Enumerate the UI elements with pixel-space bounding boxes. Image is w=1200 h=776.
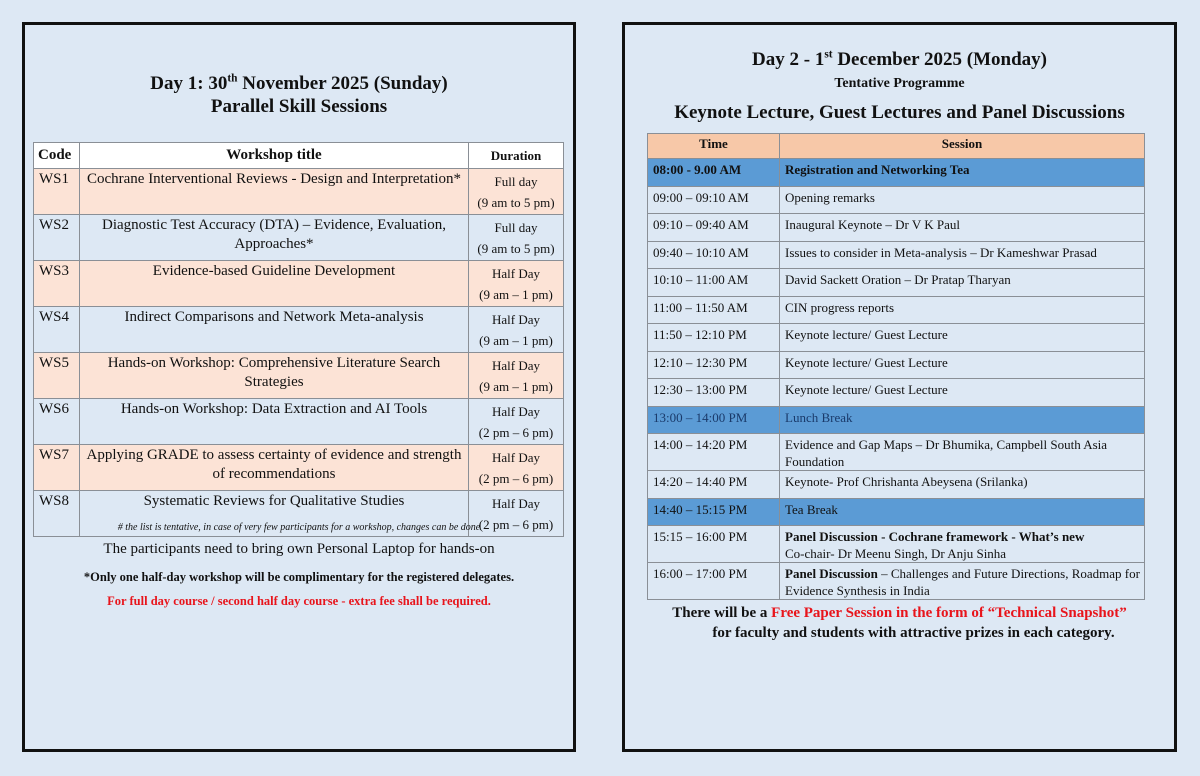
session-title: Opening remarks: [785, 189, 875, 205]
session-time: 12:30 – 13:00 PM: [648, 379, 780, 407]
workshop-duration-time: (9 am to 5 pm): [477, 195, 555, 210]
session-title: Lunch Break: [785, 409, 853, 425]
day2-heading: [625, 49, 1174, 71]
session-cell: [780, 498, 1145, 526]
day2-section-title: Keynote Lecture, Guest Lectures and Panel Discussions: [674, 102, 1125, 123]
workshop-row: [34, 353, 564, 399]
session-time: 15:15 – 16:00 PM: [648, 526, 780, 563]
session-cell: [780, 296, 1145, 324]
session-row: [648, 269, 1145, 297]
session-title: Keynote- Prof Chrishanta Abeysena (Srilanka): [785, 474, 1028, 489]
day2-panel: [622, 22, 1177, 752]
workshop-duration: [469, 215, 564, 261]
session-row: [648, 498, 1145, 526]
session-time: 14:00 – 14:20 PM: [648, 434, 780, 471]
workshop-title: Indirect Comparisons and Network Meta-analysis: [80, 307, 469, 353]
workshop-code: WS7: [34, 445, 80, 491]
session-title: Keynote lecture/ Guest Lecture: [785, 327, 948, 342]
day1-heading-sup: th: [227, 72, 238, 85]
session-cell: [780, 434, 1145, 471]
workshop-duration-type: Half Day: [491, 404, 540, 419]
workshop-duration: [469, 353, 564, 399]
workshop-code: WS1: [34, 169, 80, 215]
day1-panel: [22, 22, 576, 752]
workshop-duration-time: (2 pm – 6 pm): [478, 471, 554, 486]
workshop-title: Hands-on Workshop: Data Extraction and AI Tools: [80, 399, 469, 445]
session-time: 11:50 – 12:10 PM: [648, 324, 780, 352]
free-paper-note-prefix: There will be a: [672, 605, 772, 621]
workshop-row: [34, 215, 564, 261]
workshop-code: WS6: [34, 399, 80, 445]
workshop-title: Systematic Reviews for Qualitative Studies: [80, 491, 469, 537]
workshop-code: WS3: [34, 261, 80, 307]
session-table-header: [648, 134, 1145, 159]
workshop-title: Cochrane Interventional Reviews - Design and Interpretation*: [80, 169, 469, 215]
session-row: [648, 563, 1145, 600]
complimentary-note: *Only one half-day workshop will be complimentary for the registered delegates.: [83, 570, 515, 584]
day2-heading-suffix: December 2025 (Monday): [832, 49, 1047, 70]
session-cell: [780, 563, 1145, 600]
workshop-table: [33, 142, 564, 537]
workshop-duration-time: (2 pm – 6 pm): [478, 517, 554, 532]
session-title: Tea Break: [785, 501, 838, 517]
day1-subheading: Parallel Skill Sessions: [210, 96, 388, 117]
session-time: 11:00 – 11:50 AM: [648, 296, 780, 324]
session-cell: [780, 351, 1145, 379]
session-row: [648, 379, 1145, 407]
workshop-code: WS5: [34, 353, 80, 399]
header-session: Session: [780, 134, 1145, 159]
session-time: 13:00 – 14:00 PM: [648, 406, 780, 434]
free-paper-note: [625, 603, 1174, 643]
session-title: CIN progress reports: [785, 299, 895, 315]
header-code: Code: [34, 143, 80, 169]
session-row: [648, 241, 1145, 269]
session-cell: [780, 269, 1145, 297]
workshop-code: WS8: [34, 491, 80, 537]
session-cell: [780, 406, 1145, 434]
workshop-duration: [469, 445, 564, 491]
session-title: David Sackett Oration – Dr Pratap Tharyan: [785, 272, 1011, 287]
workshop-duration-time: (2 pm – 6 pm): [478, 425, 554, 440]
session-time: 09:00 – 09:10 AM: [648, 186, 780, 214]
workshop-title: Diagnostic Test Accuracy (DTA) – Evidence, Evaluation, Approaches*: [80, 215, 469, 261]
workshop-duration-type: Full day: [494, 174, 538, 189]
header-workshop-title: Workshop title: [80, 143, 469, 169]
session-cell: [780, 241, 1145, 269]
session-title: Evidence and Gap Maps – Dr Bhumika, Campbell South Asia Foundation: [785, 437, 1108, 469]
session-row: [648, 186, 1145, 214]
session-time: 09:10 – 09:40 AM: [648, 214, 780, 242]
session-cell: [780, 214, 1145, 242]
session-title-bold: Panel Discussion - Cochrane framework - What’s new: [785, 529, 1085, 544]
workshop-duration-time: (9 am – 1 pm): [479, 333, 553, 348]
day1-heading: [25, 73, 573, 95]
fee-note: For full day course / second half day course - extra fee shall be required.: [107, 594, 491, 608]
session-title: – Challenges and Future Directions, Roadmap for Evidence Synthesis in India: [785, 566, 1140, 598]
laptop-note: The participants need to bring own Personal Laptop for hands-on: [103, 541, 495, 557]
session-row: [648, 526, 1145, 563]
session-cell: [780, 379, 1145, 407]
session-row: [648, 159, 1145, 187]
workshop-duration-time: (9 am – 1 pm): [479, 287, 553, 302]
workshop-code: WS4: [34, 307, 80, 353]
workshop-title: Applying GRADE to assess certainty of evidence and strength of recommendations: [80, 445, 469, 491]
free-paper-note-highlight: Free Paper Session in the form of “Technical Snapshot”: [771, 605, 1127, 621]
session-title: Inaugural Keynote – Dr V K Paul: [785, 217, 960, 232]
workshop-duration: [469, 261, 564, 307]
session-title: Keynote lecture/ Guest Lecture: [785, 354, 948, 370]
session-time: 10:10 – 11:00 AM: [648, 269, 780, 297]
session-title-bold: Registration and Networking Tea: [785, 162, 970, 177]
workshop-title: Evidence-based Guideline Development: [80, 261, 469, 307]
header-time: Time: [648, 134, 780, 159]
day1-heading-date: Day 1: 30: [150, 73, 228, 94]
session-row: [648, 351, 1145, 379]
day2-heading-date: Day 2 - 1: [752, 49, 825, 70]
workshop-duration-type: Half Day: [491, 496, 540, 511]
workshop-duration: [469, 169, 564, 215]
session-title: Keynote lecture/ Guest Lecture: [785, 382, 948, 397]
session-time: 08:00 - 9.00 AM: [648, 159, 780, 187]
workshop-code: WS2: [34, 215, 80, 261]
workshop-duration-time: (9 am to 5 pm): [477, 241, 555, 256]
session-row: [648, 406, 1145, 434]
workshop-row: [34, 399, 564, 445]
workshop-duration-type: Half Day: [491, 312, 540, 327]
session-table: [647, 133, 1145, 600]
free-paper-note-suffix: for faculty and students with attractive prizes in each category.: [712, 625, 1115, 641]
session-time: 14:20 – 14:40 PM: [648, 471, 780, 499]
session-row: [648, 296, 1145, 324]
session-time: 09:40 – 10:10 AM: [648, 241, 780, 269]
session-row: [648, 434, 1145, 471]
header-duration: Duration: [469, 143, 564, 169]
workshop-duration-type: Half Day: [491, 450, 540, 465]
session-cell: [780, 159, 1145, 187]
session-time: 12:10 – 12:30 PM: [648, 351, 780, 379]
workshop-duration-type: Full day: [494, 220, 538, 235]
session-cell: [780, 324, 1145, 352]
workshop-duration: [469, 399, 564, 445]
day1-heading-suffix: November 2025 (Sunday): [237, 73, 448, 94]
day1-footnote: # the list is tentative, in case of very few participants for a workshop, changes can be done: [117, 522, 481, 533]
session-cell: [780, 186, 1145, 214]
day2-heading-sup: st: [824, 48, 833, 61]
workshop-table-header: [34, 143, 564, 169]
workshop-row: [34, 169, 564, 215]
workshop-duration-type: Half Day: [491, 266, 540, 281]
workshop-duration: [469, 307, 564, 353]
session-cell: [780, 526, 1145, 563]
session-time: 16:00 – 17:00 PM: [648, 563, 780, 600]
workshop-title: Hands-on Workshop: Comprehensive Literature Search Strategies: [80, 353, 469, 399]
session-row: [648, 324, 1145, 352]
session-row: [648, 471, 1145, 499]
workshop-row: [34, 261, 564, 307]
workshop-duration-type: Half Day: [491, 358, 540, 373]
session-row: [648, 214, 1145, 242]
day2-subheading: Tentative Programme: [834, 76, 965, 91]
workshop-duration-time: (9 am – 1 pm): [479, 379, 553, 394]
workshop-row: [34, 307, 564, 353]
session-time: 14:40 – 15:15 PM: [648, 498, 780, 526]
session-title: Issues to consider in Meta-analysis – Dr Kameshwar Prasad: [785, 244, 1097, 260]
session-cell: [780, 471, 1145, 499]
workshop-row: [34, 445, 564, 491]
session-title-bold: Panel Discussion: [785, 566, 878, 581]
session-title: Co-chair- Dr Meenu Singh, Dr Anju Sinha: [785, 546, 1007, 561]
